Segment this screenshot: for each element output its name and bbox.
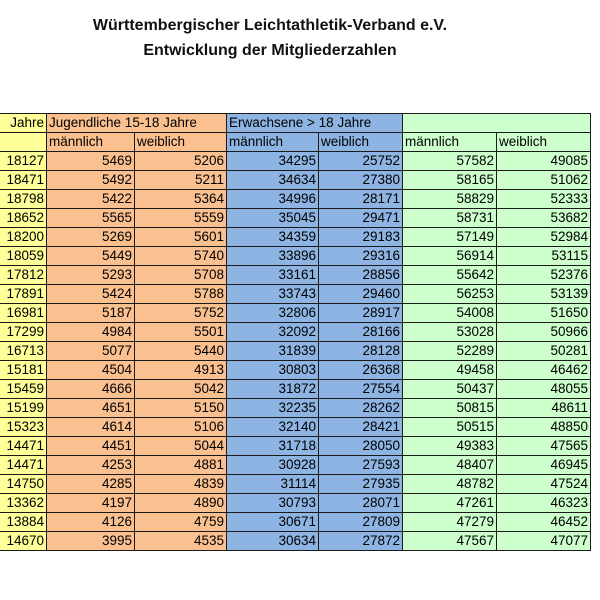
- cell-adults-male: 31872: [227, 380, 319, 399]
- header-total-group: [403, 114, 591, 133]
- cell-youth-male: 5293: [47, 266, 135, 285]
- cell-adults-female: 29471: [319, 209, 403, 228]
- cell-adults-female: 27935: [319, 475, 403, 494]
- cell-prev-total: 13362: [0, 494, 47, 513]
- cell-prev-total: 17812: [0, 266, 47, 285]
- cell-adults-male: 32140: [227, 418, 319, 437]
- cell-total-female: 47565: [497, 437, 591, 456]
- header-youth-male: männlich: [47, 133, 135, 152]
- group-header-row: [0, 114, 591, 133]
- cell-adults-female: 27554: [319, 380, 403, 399]
- cell-prev-total: 18652: [0, 209, 47, 228]
- cell-total-male: 50815: [403, 399, 497, 418]
- cell-adults-male: 32806: [227, 304, 319, 323]
- cell-youth-male: 3995: [47, 532, 135, 551]
- cell-total-male: 53028: [403, 323, 497, 342]
- cell-total-female: 48611: [497, 399, 591, 418]
- cell-youth-female: 5044: [135, 437, 227, 456]
- table-row: [0, 437, 591, 456]
- cell-youth-male: 4984: [47, 323, 135, 342]
- cell-prev-total: 15199: [0, 399, 47, 418]
- cell-total-female: 46945: [497, 456, 591, 475]
- cell-total-male: 50515: [403, 418, 497, 437]
- cell-total-male: 49383: [403, 437, 497, 456]
- cell-total-male: 50437: [403, 380, 497, 399]
- cell-total-male: 49458: [403, 361, 497, 380]
- cell-youth-male: 5469: [47, 152, 135, 171]
- cell-adults-male: 31839: [227, 342, 319, 361]
- cell-total-female: 50281: [497, 342, 591, 361]
- table-row: [0, 494, 591, 513]
- cell-adults-female: 27872: [319, 532, 403, 551]
- cell-prev-total: 17299: [0, 323, 47, 342]
- cell-youth-female: 5211: [135, 171, 227, 190]
- cell-youth-female: 4535: [135, 532, 227, 551]
- cell-total-female: 48850: [497, 418, 591, 437]
- cell-adults-female: 28166: [319, 323, 403, 342]
- cell-youth-male: 4614: [47, 418, 135, 437]
- cell-prev-total: 16713: [0, 342, 47, 361]
- header-total-male: männlich: [403, 133, 497, 152]
- table-row: [0, 266, 591, 285]
- cell-total-male: 56914: [403, 247, 497, 266]
- cell-adults-female: 28171: [319, 190, 403, 209]
- table-row: [0, 285, 591, 304]
- cell-youth-male: 4451: [47, 437, 135, 456]
- cell-prev-total: 15323: [0, 418, 47, 437]
- header-prev-group: Jahre: [0, 114, 47, 133]
- cell-youth-female: 5601: [135, 228, 227, 247]
- cell-total-male: 47261: [403, 494, 497, 513]
- cell-total-female: 46462: [497, 361, 591, 380]
- table-row: [0, 171, 591, 190]
- cell-total-female: 52333: [497, 190, 591, 209]
- cell-prev-total: 13884: [0, 513, 47, 532]
- cell-prev-total: 14471: [0, 437, 47, 456]
- cell-prev-total: 18200: [0, 228, 47, 247]
- cell-prev-total: 15181: [0, 361, 47, 380]
- cell-youth-female: 4913: [135, 361, 227, 380]
- cell-youth-male: 5449: [47, 247, 135, 266]
- cell-youth-male: 4197: [47, 494, 135, 513]
- table-row: [0, 456, 591, 475]
- cell-adults-female: 29183: [319, 228, 403, 247]
- cell-youth-male: 4504: [47, 361, 135, 380]
- table-row: [0, 532, 591, 551]
- cell-youth-male: 5077: [47, 342, 135, 361]
- cell-youth-female: 5740: [135, 247, 227, 266]
- cell-adults-male: 30634: [227, 532, 319, 551]
- cell-adults-male: 35045: [227, 209, 319, 228]
- cell-youth-male: 5269: [47, 228, 135, 247]
- cell-youth-female: 5206: [135, 152, 227, 171]
- cell-adults-male: 30803: [227, 361, 319, 380]
- cell-youth-male: 4126: [47, 513, 135, 532]
- table-row: [0, 304, 591, 323]
- cell-total-male: 57582: [403, 152, 497, 171]
- cell-youth-male: 5492: [47, 171, 135, 190]
- cell-youth-male: 4285: [47, 475, 135, 494]
- table-row: [0, 380, 591, 399]
- cell-adults-female: 29316: [319, 247, 403, 266]
- cell-youth-female: 4881: [135, 456, 227, 475]
- cell-adults-female: 27593: [319, 456, 403, 475]
- header-prev-sub: [0, 133, 47, 152]
- cell-youth-female: 5708: [135, 266, 227, 285]
- cell-youth-female: 5150: [135, 399, 227, 418]
- table-row: [0, 399, 591, 418]
- cell-total-female: 53682: [497, 209, 591, 228]
- table-row: [0, 323, 591, 342]
- table-row: [0, 190, 591, 209]
- cell-total-female: 47524: [497, 475, 591, 494]
- table-row: [0, 361, 591, 380]
- cell-total-female: 51062: [497, 171, 591, 190]
- cell-total-female: 49085: [497, 152, 591, 171]
- cell-adults-male: 33743: [227, 285, 319, 304]
- cell-adults-female: 28071: [319, 494, 403, 513]
- header-youth-female: weiblich: [135, 133, 227, 152]
- cell-total-female: 50966: [497, 323, 591, 342]
- cell-youth-female: 4839: [135, 475, 227, 494]
- cell-youth-female: 5559: [135, 209, 227, 228]
- cell-prev-total: 14750: [0, 475, 47, 494]
- cell-adults-female: 26368: [319, 361, 403, 380]
- cell-prev-total: 17891: [0, 285, 47, 304]
- header-adults-group: Erwachsene > 18 Jahre: [227, 114, 403, 133]
- header-adults-male: männlich: [227, 133, 319, 152]
- cell-adults-male: 32092: [227, 323, 319, 342]
- cell-adults-male: 30671: [227, 513, 319, 532]
- cell-youth-female: 5752: [135, 304, 227, 323]
- cell-youth-male: 5565: [47, 209, 135, 228]
- membership-table: [0, 113, 591, 551]
- cell-total-female: 53115: [497, 247, 591, 266]
- cell-adults-male: 30793: [227, 494, 319, 513]
- cell-total-male: 47279: [403, 513, 497, 532]
- cell-adults-male: 31114: [227, 475, 319, 494]
- cell-youth-female: 5106: [135, 418, 227, 437]
- cell-prev-total: 18471: [0, 171, 47, 190]
- document-subtitle: Entwicklung der Mitgliederzahlen: [143, 42, 397, 59]
- cell-total-female: 48055: [497, 380, 591, 399]
- cell-prev-total: 18127: [0, 152, 47, 171]
- cell-adults-female: 27380: [319, 171, 403, 190]
- cell-adults-male: 34295: [227, 152, 319, 171]
- cell-total-male: 58165: [403, 171, 497, 190]
- cell-youth-male: 4253: [47, 456, 135, 475]
- cell-adults-female: 29460: [319, 285, 403, 304]
- cell-adults-male: 33161: [227, 266, 319, 285]
- cell-youth-male: 5424: [47, 285, 135, 304]
- cell-prev-total: 14670: [0, 532, 47, 551]
- cell-total-female: 51650: [497, 304, 591, 323]
- table-row: [0, 152, 591, 171]
- header-youth-group: Jugendliche 15-18 Jahre: [47, 114, 227, 133]
- cell-adults-female: 28050: [319, 437, 403, 456]
- cell-adults-male: 33896: [227, 247, 319, 266]
- table-row: [0, 228, 591, 247]
- cell-total-male: 55642: [403, 266, 497, 285]
- cell-total-female: 47077: [497, 532, 591, 551]
- cell-adults-male: 34634: [227, 171, 319, 190]
- cell-total-female: 52376: [497, 266, 591, 285]
- cell-total-female: 52984: [497, 228, 591, 247]
- table-row: [0, 418, 591, 437]
- table-row: [0, 209, 591, 228]
- cell-prev-total: 14471: [0, 456, 47, 475]
- cell-adults-female: 28917: [319, 304, 403, 323]
- cell-total-female: 53139: [497, 285, 591, 304]
- cell-total-male: 58829: [403, 190, 497, 209]
- cell-adults-female: 28262: [319, 399, 403, 418]
- cell-youth-male: 4666: [47, 380, 135, 399]
- cell-adults-female: 28128: [319, 342, 403, 361]
- cell-youth-female: 5364: [135, 190, 227, 209]
- cell-youth-female: 4759: [135, 513, 227, 532]
- cell-adults-male: 30928: [227, 456, 319, 475]
- cell-youth-female: 5440: [135, 342, 227, 361]
- table-row: [0, 513, 591, 532]
- cell-adults-male: 34996: [227, 190, 319, 209]
- cell-youth-male: 4651: [47, 399, 135, 418]
- cell-total-male: 48782: [403, 475, 497, 494]
- cell-total-male: 48407: [403, 456, 497, 475]
- cell-prev-total: 18059: [0, 247, 47, 266]
- table-row: [0, 475, 591, 494]
- cell-total-male: 57149: [403, 228, 497, 247]
- sub-header-row: [0, 133, 591, 152]
- cell-youth-female: 5501: [135, 323, 227, 342]
- header-adults-female: weiblich: [319, 133, 403, 152]
- cell-total-male: 56253: [403, 285, 497, 304]
- cell-prev-total: 16981: [0, 304, 47, 323]
- cell-adults-male: 31718: [227, 437, 319, 456]
- cell-adults-female: 28421: [319, 418, 403, 437]
- cell-total-male: 58731: [403, 209, 497, 228]
- cell-total-male: 52289: [403, 342, 497, 361]
- cell-adults-female: 28856: [319, 266, 403, 285]
- cell-adults-female: 25752: [319, 152, 403, 171]
- cell-youth-male: 5422: [47, 190, 135, 209]
- cell-prev-total: 18798: [0, 190, 47, 209]
- cell-total-female: 46323: [497, 494, 591, 513]
- cell-youth-female: 5788: [135, 285, 227, 304]
- header-total-female: weiblich: [497, 133, 591, 152]
- document-title: Württembergischer Leichtathletik-Verband e.V.: [92, 17, 448, 34]
- cell-youth-male: 5187: [47, 304, 135, 323]
- cell-youth-female: 4890: [135, 494, 227, 513]
- cell-youth-female: 5042: [135, 380, 227, 399]
- cell-prev-total: 15459: [0, 380, 47, 399]
- cell-total-female: 46452: [497, 513, 591, 532]
- table-row: [0, 247, 591, 266]
- cell-adults-male: 32235: [227, 399, 319, 418]
- cell-total-male: 54008: [403, 304, 497, 323]
- table-row: [0, 342, 591, 361]
- cell-adults-female: 27809: [319, 513, 403, 532]
- cell-total-male: 47567: [403, 532, 497, 551]
- cell-adults-male: 34359: [227, 228, 319, 247]
